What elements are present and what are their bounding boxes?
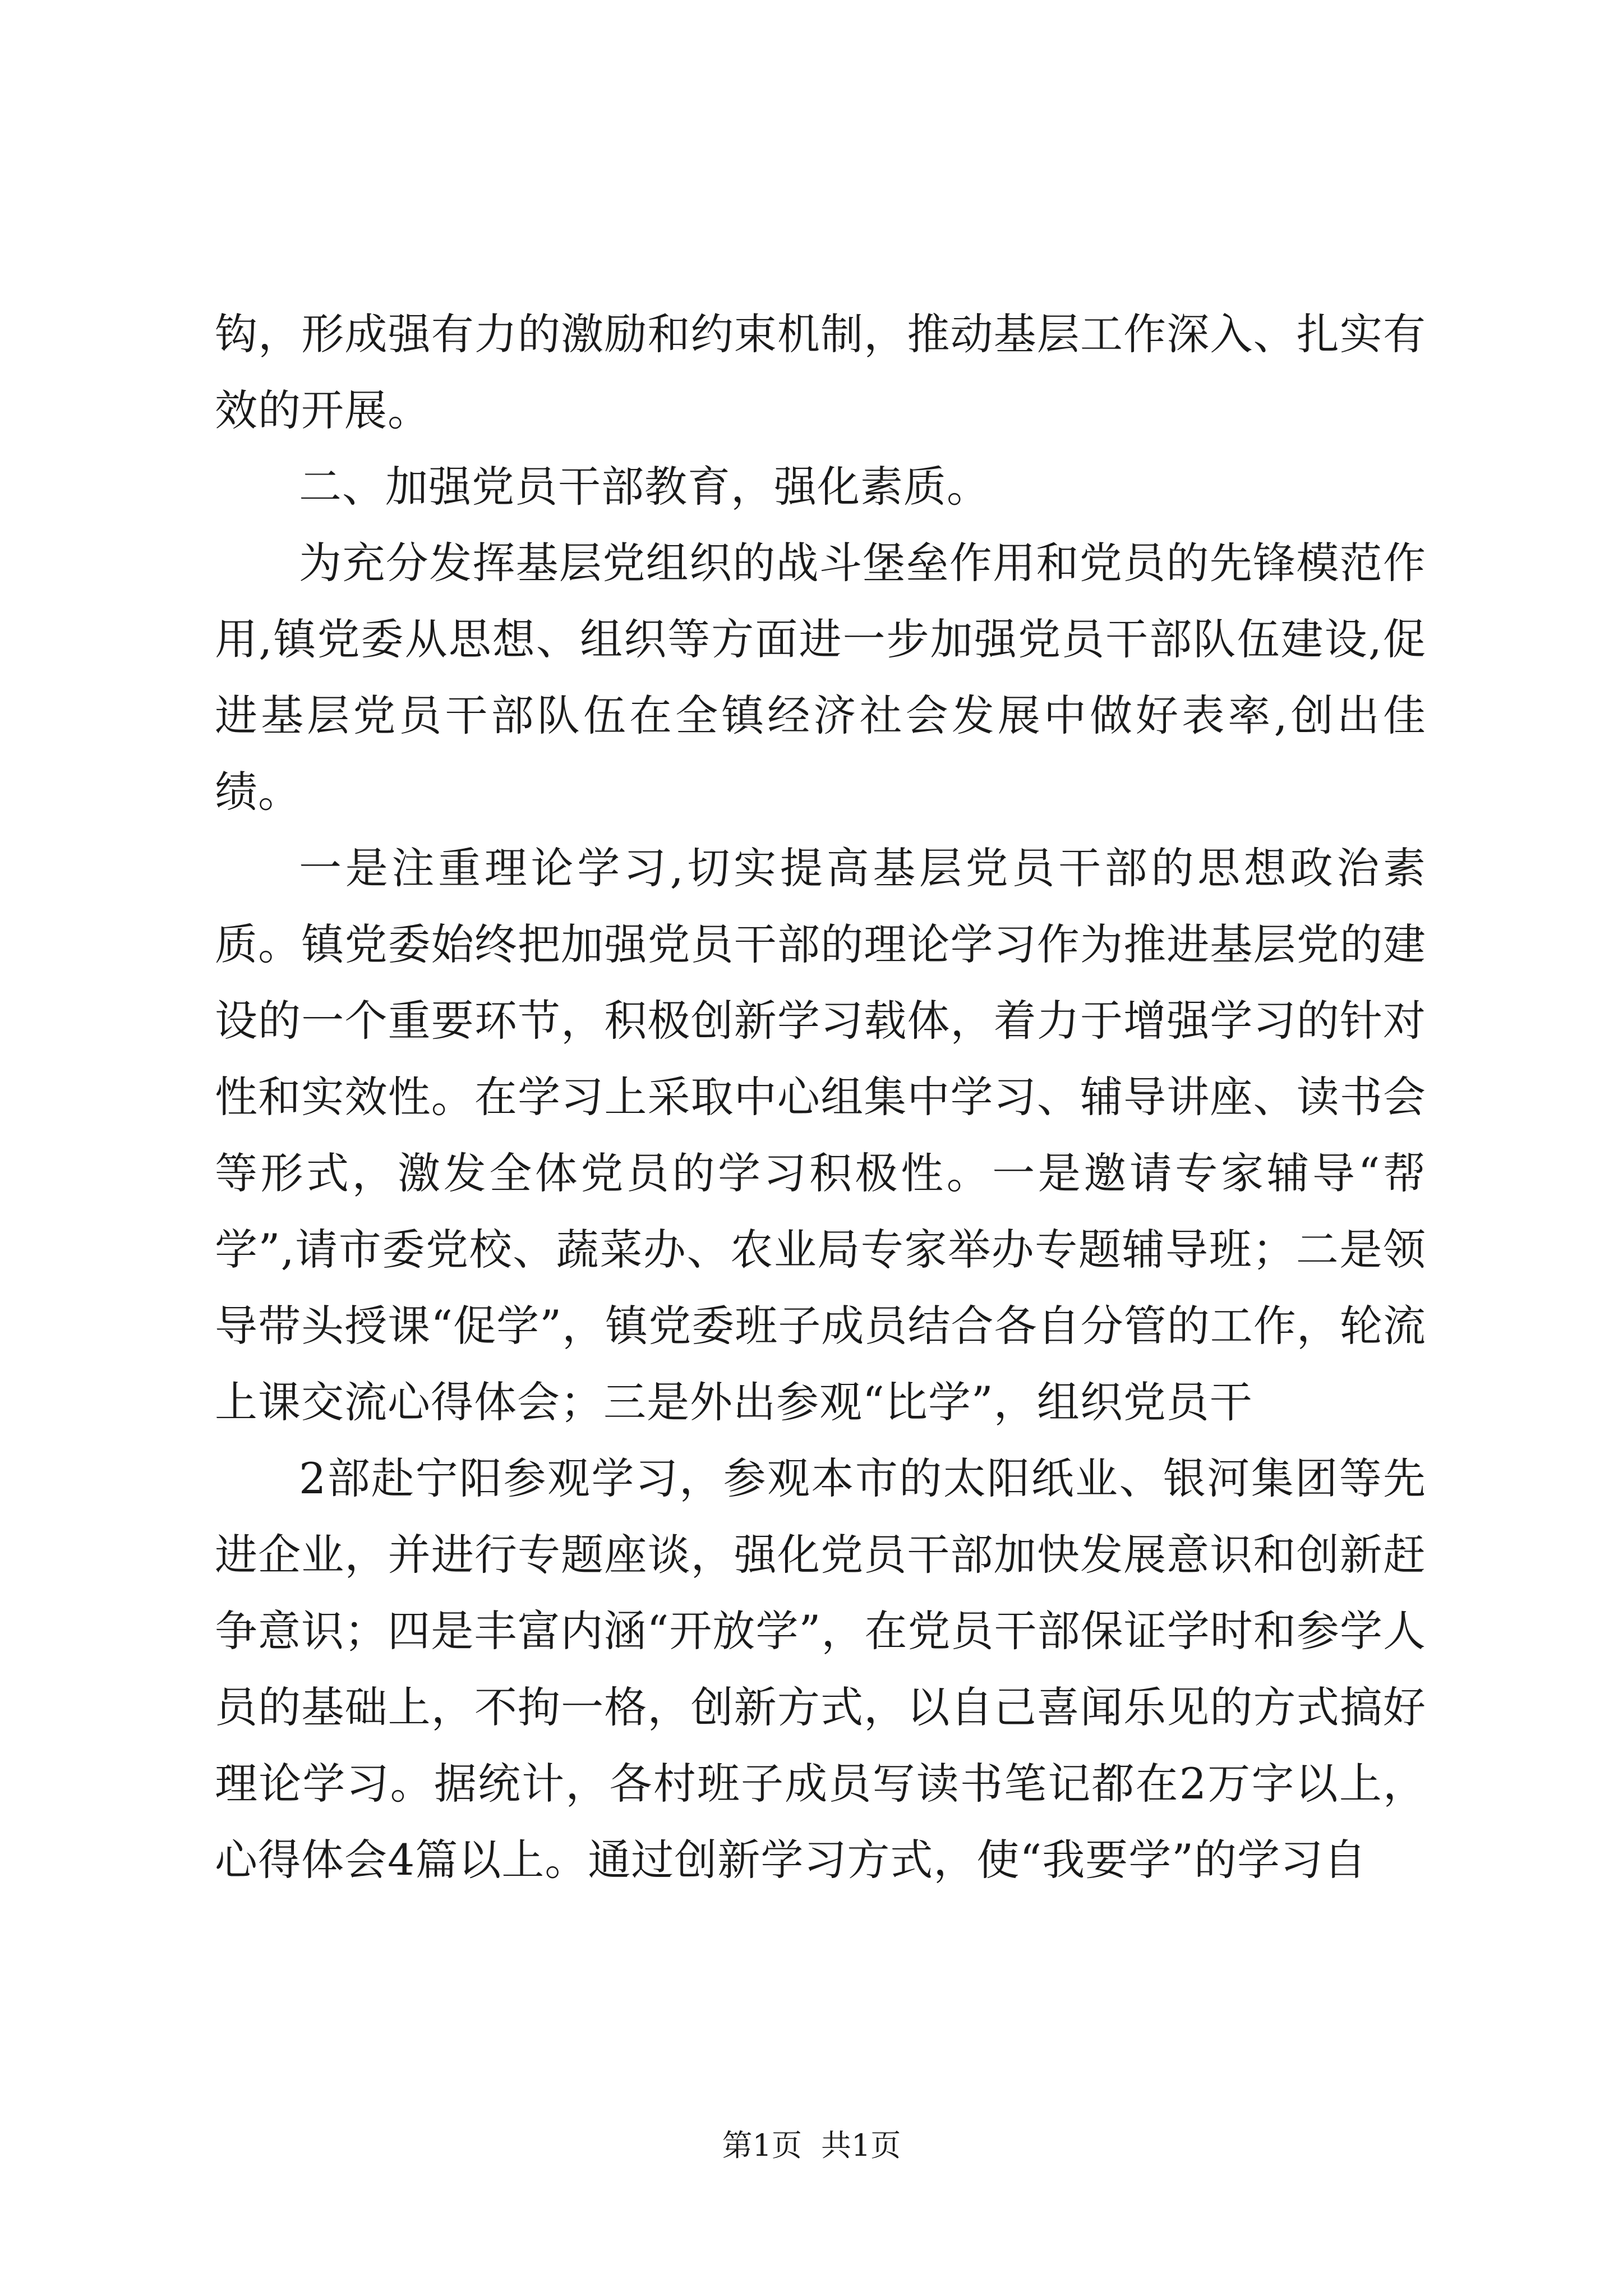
page-total: 共1页 [821, 2128, 901, 2163]
paragraph-study-visit: 2部赴宁阳参观学习，参观本市的太阳纸业、银河集团等先进企业，并进行专题座谈，强化党员干部加快发展意识和创新赶争意识；四是丰富内涵“开放学”，在党员干部保证学时和参学人员的基础上，不拘一格，创新方式，以自己喜闻乐见的方式搞好理论学习。据统计，各村班子成员写读书笔记都在2万字以上，心得体会4篇以上。通过创新学习方式，使“我要学”的学习自 [215, 1453, 1426, 1885]
paragraph-intro: 为充分发挥基层党组织的战斗堡垒作用和党员的先锋模范作用,镇党委从思想、组织等方面进一步加强党员干部队伍建设,促进基层党员干部队伍在全镇经济社会发展中做好表率,创出佳绩。 [215, 538, 1426, 817]
paragraph-theory-study: 一是注重理论学习,切实提高基层党员干部的思想政治素质。镇党委始终把加强党员干部的理论学习作为推进基层党的建设的一个重要环节，积极创新学习载体，着力于增强学习的针对性和实效性。在学习上采取中心组集中学习、辅导讲座、读书会等形式，激发全体党员的学习积极性。一是邀请专家辅导“帮学”,请市委党校、蔬菜办、农业局专家举办专题辅导班；二是领导带头授课“促学”，镇党委班子成员结合各自分管的工作，轮流上课交流心得体会；三是外出参观“比学”，组织党员干 [215, 843, 1426, 1427]
section-heading: 二、加强党员干部教育，强化素质。 [299, 462, 990, 512]
document-body [215, 296, 1426, 1898]
page-footer [0, 2126, 1623, 2165]
paragraph-continuation: 钩，形成强有力的激励和约束机制，推动基层工作深入、扎实有效的开展。 [215, 309, 1426, 435]
page-number: 第1页 [722, 2128, 802, 2163]
